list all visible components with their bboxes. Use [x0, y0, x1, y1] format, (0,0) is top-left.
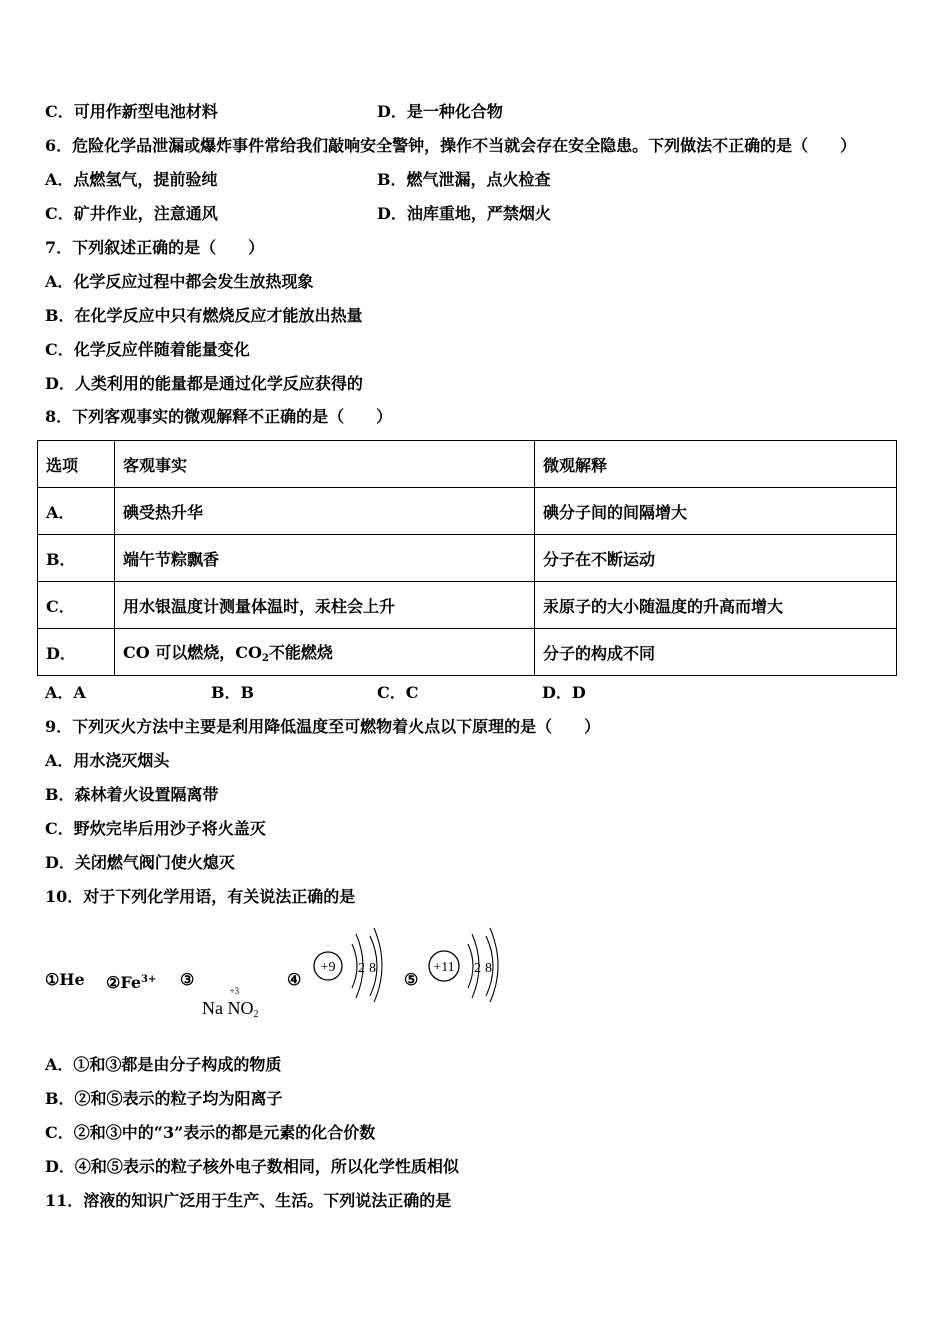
row-option: A． [38, 488, 115, 535]
row-fact: 用水银温度计测量体温时，汞柱会上升 [115, 582, 535, 629]
electron-shell-arc [352, 944, 357, 988]
q8-answer-a: A．A [45, 683, 86, 702]
q5-option-d: D．是一种化合物 [377, 102, 503, 121]
q8-answer-b: B．B [211, 683, 255, 702]
q6-option-b: B．燃气泄漏，点火检查 [377, 170, 551, 189]
table-header-row [38, 441, 897, 488]
q7-option-c: C．化学反应伴随着能量变化 [45, 340, 250, 359]
atom-structure-diagram-5 [422, 922, 502, 1002]
q9-option-b: B．森林着火设置隔离带 [45, 785, 219, 804]
q10-option-c: C．②和③中的“3”表示的都是元素的化合价数 [45, 1123, 376, 1142]
q10-item-1: ①He [45, 970, 85, 989]
shell-electron-count: 8 [485, 961, 492, 976]
atom-structure-diagram-4 [306, 922, 386, 1002]
formula-o-sub: 2 [253, 1009, 259, 1020]
q11-stem: 11．溶液的知识广泛用于生产、生活。下列说法正确的是 [45, 1191, 452, 1210]
row-fact [115, 629, 535, 676]
table-row [38, 582, 897, 629]
q10-option-a: A．①和③都是由分子构成的物质 [45, 1055, 282, 1074]
formula-n: N [227, 998, 241, 1018]
q7-option-a: A．化学反应过程中都会发生放热现象 [45, 272, 314, 291]
nucleus-charge: +9 [320, 960, 336, 975]
q8-answer-c: C．C [377, 683, 419, 702]
table-row [38, 535, 897, 582]
q6-option-a: A．点燃氢气，提前验纯 [45, 170, 218, 189]
row-explanation: 分子在不断运动 [535, 535, 897, 582]
q10-item-3: ③ [180, 970, 195, 989]
table-row [38, 629, 897, 676]
q10-stem: 10．对于下列化学用语，有关说法正确的是 [45, 887, 356, 906]
shell-electron-count: 8 [369, 961, 376, 976]
fact-text: CO 可以燃烧，CO [123, 643, 262, 662]
row-explanation: 碘分子间的间隔增大 [535, 488, 897, 535]
formula-o: O [240, 998, 254, 1018]
sodium-nitrite-formula [202, 986, 259, 1020]
q7-option-b: B．在化学反应中只有燃烧反应才能放出热量 [45, 306, 363, 325]
q10-option-d: D．④和⑤表示的粒子核外电子数相同，所以化学性质相似 [45, 1157, 459, 1176]
q8-stem: 8．下列客观事实的微观解释不正确的是（ ） [45, 407, 393, 426]
item2-text: ②Fe [106, 973, 142, 992]
q9-option-a: A．用水浇灭烟头 [45, 751, 170, 770]
row-option: D． [38, 629, 115, 676]
q5-option-c: C．可用作新型电池材料 [45, 102, 218, 121]
q9-option-d: D．关闭燃气阀门使火熄灭 [45, 853, 235, 872]
valence-label: +3 [229, 986, 240, 996]
row-option: B． [38, 535, 115, 582]
q10-item-2 [106, 970, 156, 993]
header-fact: 客观事实 [115, 441, 535, 488]
shell-electron-count: 2 [474, 961, 481, 976]
row-explanation: 汞原子的大小随温度的升高而增大 [535, 582, 897, 629]
q10-item-4: ④ [287, 970, 302, 989]
table-row [38, 488, 897, 535]
fact-subscript: 2 [261, 653, 269, 664]
formula-n-wrap [227, 986, 241, 1019]
q8-table [37, 440, 897, 676]
q6-option-d: D．油库重地，严禁烟火 [377, 204, 551, 223]
fact-text-rest: 不能燃烧 [268, 643, 333, 662]
row-explanation: 分子的构成不同 [535, 629, 897, 676]
item2-charge: 3+ [141, 974, 157, 985]
header-option: 选项 [38, 441, 115, 488]
q10-option-b: B．②和⑤表示的粒子均为阳离子 [45, 1089, 283, 1108]
row-option: C． [38, 582, 115, 629]
q7-stem: 7．下列叙述正确的是（ ） [45, 238, 265, 257]
q6-stem: 6．危险化学品泄漏或爆炸事件常给我们敲响安全警钟，操作不当就会存在安全隐患。下列做法不正确的是（ ） [45, 136, 857, 155]
formula-na: Na [202, 998, 223, 1018]
shell-electron-count: 2 [358, 961, 365, 976]
q6-option-c: C．矿井作业，注意通风 [45, 204, 218, 223]
q9-option-c: C．野炊完毕后用沙子将火盖灭 [45, 819, 266, 838]
header-explanation: 微观解释 [535, 441, 897, 488]
q10-item-5: ⑤ [404, 970, 419, 989]
nucleus-charge: +11 [433, 960, 455, 975]
row-fact: 碘受热升华 [115, 488, 535, 535]
q8-answer-d: D．D [542, 683, 586, 702]
q7-option-d: D．人类利用的能量都是通过化学反应获得的 [45, 374, 363, 393]
electron-shell-arc [468, 944, 473, 988]
row-fact: 端午节粽飘香 [115, 535, 535, 582]
q9-stem: 9．下列灭火方法中主要是利用降低温度至可燃物着火点以下原理的是（ ） [45, 717, 601, 736]
